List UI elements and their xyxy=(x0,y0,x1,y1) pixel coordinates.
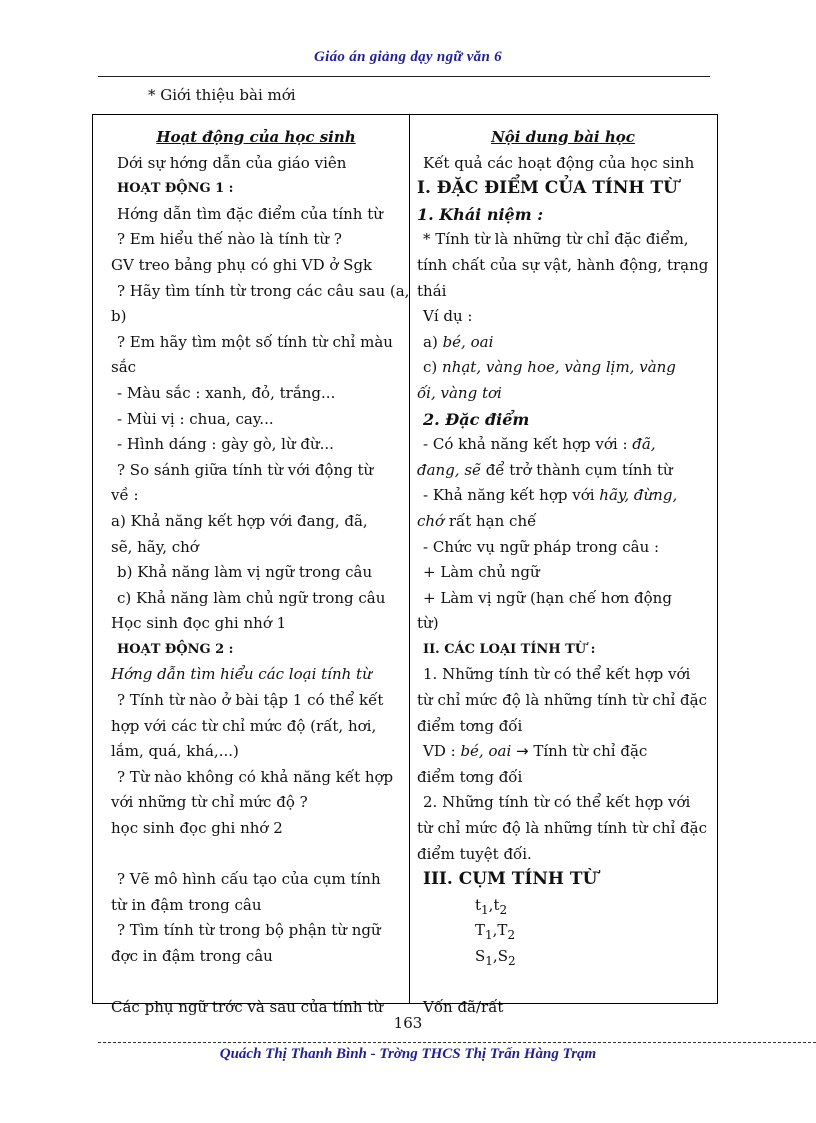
text-run-italic: hãy, đừng, xyxy=(599,486,678,505)
subscript: 2 xyxy=(499,902,508,917)
left-line: Hớng dẫn tìm hiểu các loại tính từ xyxy=(111,665,372,684)
formula-line xyxy=(417,944,709,970)
right-column-heading: Nội dung bài học xyxy=(491,128,635,146)
text-run: để trở thành cụm tính từ xyxy=(480,460,673,479)
right-line: * Tính từ là những từ chỉ đặc điểm, xyxy=(423,230,689,249)
text-run-italic: đã, xyxy=(632,435,656,454)
text-run: S xyxy=(475,947,486,965)
blank-line xyxy=(111,970,401,996)
left-column-heading: Hoạt động của học sinh xyxy=(156,128,356,146)
left-line: ? Em hiểu thế nào là tính từ ? xyxy=(117,230,342,249)
document-header-title: Giáo án giảng dạy ngữ văn 6 xyxy=(314,49,502,65)
right-line: điểm tơng đối xyxy=(417,767,523,786)
text-run: T xyxy=(475,921,486,940)
left-line: với những từ chỉ mức độ ? xyxy=(111,793,308,812)
document-footer: Quách Thị Thanh Bình - Trờng THCS Thị Trấn Hàng Trạm xyxy=(219,1046,597,1062)
left-line: - Hình dáng : gày gò, lừ đừ... xyxy=(117,435,334,454)
left-line: lắm, quá, khá,...) xyxy=(111,742,239,761)
subscript: 1 xyxy=(485,954,493,968)
left-line: ? Từ nào không có khả năng kết hợp xyxy=(117,767,394,786)
example-label: a) xyxy=(423,332,443,351)
left-line: b) Khả năng làm vị ngữ trong câu xyxy=(117,563,373,582)
example-line xyxy=(417,355,709,381)
left-line: sẽ, hãy, chớ xyxy=(111,537,199,556)
left-line: từ in đậm trong câu xyxy=(111,895,262,914)
text-run: t xyxy=(475,895,482,914)
right-line: từ chỉ mức độ là những tính từ chỉ đặc xyxy=(417,691,708,710)
activity-2-heading: HOẠT ĐỘNG 2 : xyxy=(117,641,234,657)
left-line: học sinh đọc ghi nhớ 2 xyxy=(111,819,283,838)
text-run: rất hạn chế xyxy=(444,511,537,530)
student-activities-column xyxy=(111,125,410,1021)
right-line xyxy=(417,739,709,765)
left-line: về : xyxy=(111,486,139,505)
text-run: VD : xyxy=(423,742,461,761)
left-line: Dới sự hớng dẫn của giáo viên xyxy=(117,153,347,172)
left-line: Hớng dẫn tìm đặc điểm của tính từ xyxy=(117,204,383,223)
formula-line xyxy=(417,893,709,919)
subsection-heading: 1. Khái niệm : xyxy=(417,204,544,224)
left-line: Các phụ ngữ trớc và sau của tính từ xyxy=(111,998,383,1017)
text-run-italic: bé, oai xyxy=(460,742,512,761)
text-run: ,T xyxy=(492,921,508,940)
right-line: ối, vàng tơi xyxy=(417,383,502,402)
section-2-heading: II. CÁC LOẠI TÍNH TỪ : xyxy=(423,641,596,657)
left-line: Học sinh đọc ghi nhớ 1 xyxy=(111,614,287,633)
left-line: a) Khả năng kết hợp với đang, đã, xyxy=(111,511,368,530)
text-run: ,S xyxy=(492,947,508,965)
text-run-italic: chớ xyxy=(417,511,445,530)
subscript: 2 xyxy=(507,928,516,943)
right-line: từ) xyxy=(417,614,439,633)
left-line: ? Tính từ nào ở bài tập 1 có thể kết xyxy=(117,691,384,710)
right-line: + Làm vị ngữ (hạn chế hơn động xyxy=(423,588,672,607)
right-line: điểm tuyệt đối. xyxy=(417,844,532,863)
right-line: điểm tơng đối xyxy=(417,716,523,735)
subsection-heading: 2. Đặc điểm xyxy=(423,409,530,429)
example-words: nhạt, vàng hoe, vàng lịm, vàng xyxy=(442,358,676,377)
section-3-heading: III. CỤM TÍNH TỪ xyxy=(423,869,598,890)
left-line: hợp với các từ chỉ mức độ (rất, hơi, xyxy=(111,716,377,735)
example-line xyxy=(417,330,709,356)
text-run: ,t xyxy=(488,895,500,914)
right-line: 2. Những tính từ có thể kết hợp với xyxy=(423,793,691,812)
text-run: Tính từ chỉ đặc xyxy=(528,742,648,761)
subscript: 1 xyxy=(481,902,489,917)
right-line xyxy=(417,432,709,458)
left-line: ? Em hãy tìm một số tính từ chỉ màu xyxy=(117,332,393,351)
lesson-content-column xyxy=(417,125,709,1021)
activity-1-heading: HOẠT ĐỘNG 1 : xyxy=(117,181,234,197)
left-line: ? Hãy tìm tính từ trong các câu sau (a, xyxy=(117,281,410,300)
section-1-heading: I. ĐẶC ĐIỂM CỦA TÍNH TỪ xyxy=(417,178,678,199)
left-line: ? Tìm tính từ trong bộ phận từ ngữ xyxy=(117,921,381,940)
right-line: Kết quả các hoạt động của học sinh xyxy=(423,153,695,172)
right-line: Ví dụ : xyxy=(423,307,473,326)
blank-line xyxy=(111,842,401,868)
intro-text: * Giới thiệu bài mới xyxy=(148,86,296,104)
text-run: - Có khả năng kết hợp với : xyxy=(423,435,633,454)
right-line xyxy=(417,458,709,484)
example-words: bé, oai xyxy=(442,332,494,351)
right-line: 1. Những tính từ có thể kết hợp với xyxy=(423,665,691,684)
right-line: từ chỉ mức độ là những tính từ chỉ đặc xyxy=(417,819,708,838)
formula-line xyxy=(417,918,709,944)
left-line: c) Khả năng làm chủ ngữ trong câu xyxy=(117,588,386,607)
left-line: GV treo bảng phụ có ghi VD ở Sgk xyxy=(111,255,373,274)
left-line: sắc xyxy=(111,358,137,377)
left-line: - Màu sắc : xanh, đỏ, trắng... xyxy=(117,383,336,402)
text-run: - Khả năng kết hợp với xyxy=(423,486,600,505)
subscript: 2 xyxy=(507,954,516,968)
right-line xyxy=(417,509,709,535)
header-rule xyxy=(98,76,710,77)
right-line: tính chất của sự vật, hành động, trạng xyxy=(417,255,709,274)
left-line: ? So sánh giữa tính từ với động từ xyxy=(117,460,374,479)
example-label: c) xyxy=(423,358,443,377)
page-number: 163 xyxy=(393,1014,423,1032)
lesson-table xyxy=(92,114,718,1017)
left-line: đợc in đậm trong câu xyxy=(111,947,273,965)
right-line: + Làm chủ ngữ xyxy=(423,563,540,582)
left-line: ? Vẽ mô hình cấu tạo của cụm tính xyxy=(117,870,381,889)
column-divider xyxy=(409,115,410,1003)
left-line: b) xyxy=(111,307,127,326)
subscript: 1 xyxy=(485,928,493,943)
text-run-italic: đang, sẽ xyxy=(417,460,481,479)
right-line: - Chức vụ ngữ pháp trong câu : xyxy=(423,537,660,556)
right-line: Vốn đã/rất xyxy=(423,998,504,1017)
blank-line xyxy=(417,970,709,996)
arrow-right-icon: → xyxy=(516,742,529,761)
right-line xyxy=(417,483,709,509)
footer-rule xyxy=(98,1042,816,1043)
left-line: - Mùi vị : chua, cay... xyxy=(117,409,274,428)
right-line: thái xyxy=(417,281,447,300)
